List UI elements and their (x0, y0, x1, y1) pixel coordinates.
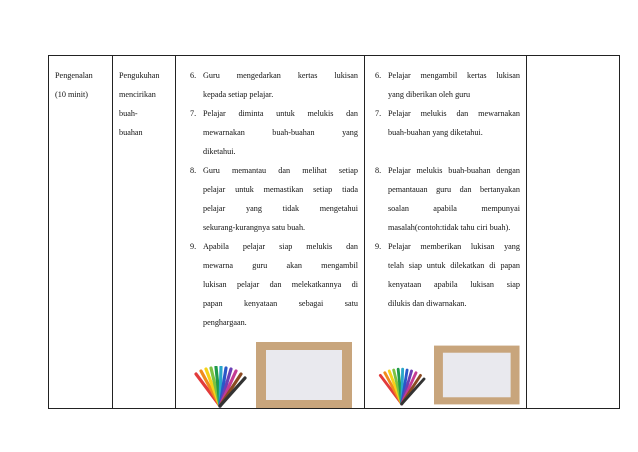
step-line: Guru mengedarkan kertas lukisan (203, 71, 358, 80)
step-number: 6. (190, 71, 197, 80)
step-line: buah-buahan yang diketahui. (388, 128, 483, 137)
step-line: kenyataan apabila lukisan siap (388, 280, 520, 289)
lesson-plan-table (48, 55, 620, 409)
colored-pencils-icon (375, 366, 428, 408)
list-item (375, 237, 520, 313)
step-text (388, 161, 520, 237)
step-line: penghargaan. (203, 318, 247, 327)
skill-line: Pengukuhan (119, 71, 160, 80)
step-number: 8. (190, 166, 197, 175)
step-line: masalah(contoh:tidak tahu ciri buah). (388, 223, 511, 232)
step-number: 7. (190, 109, 197, 118)
step-line: sekurang-kurangnya satu buah. (203, 223, 306, 232)
step-line: yang diberikan oleh guru (388, 90, 471, 99)
step-text (203, 66, 358, 104)
skill-line: mencirikan (119, 90, 156, 99)
step-line: telah siap untuk dilekatkan di papan (388, 261, 520, 270)
step-line: pelajar yang tidak mengetahui (203, 204, 358, 213)
step-line: lukisan pelajar dan melekatkannya di (203, 280, 358, 289)
step-line: mewarnakan buah-buahan yang (203, 128, 358, 137)
step-number: 7. (375, 109, 382, 118)
list-item (375, 66, 520, 104)
step-line: Pelajar melukis dan mewarnakan (388, 109, 520, 118)
step-text (203, 104, 358, 161)
step-line: diketahui. (203, 147, 236, 156)
step-line: Pelajar memberikan lukisan yang (388, 242, 520, 251)
step-line: papan kenyataan sebagai satu (203, 299, 358, 308)
step-line: Guru memantau dan melihat setiap (203, 166, 358, 175)
step-text (203, 161, 358, 237)
student-steps-list (375, 66, 520, 313)
step-line: Pelajar diminta untuk melukis dan (203, 109, 358, 118)
table-row (49, 56, 620, 409)
step-line: Pelajar melukis buah-buahan dengan (388, 166, 520, 175)
list-item (190, 161, 358, 237)
step-text (203, 237, 358, 332)
step-line: dilukis dan diwarnakan. (388, 299, 467, 308)
step-line: mewarna guru akan mengambil (203, 261, 358, 270)
step-line: Pelajar mengambil kertas lukisan (388, 71, 520, 80)
step-number: 6. (375, 71, 382, 80)
list-item (190, 237, 358, 332)
teacher-images (190, 342, 358, 408)
drawing-board-icon (256, 342, 352, 408)
step-text (388, 66, 520, 104)
step-line: soalan apabila mempunyai (388, 204, 520, 213)
drawing-board-icon (434, 342, 520, 408)
skill-line: buah- (119, 109, 138, 118)
notes-cell (527, 56, 620, 409)
phase-cell (49, 56, 113, 409)
student-images (375, 342, 520, 408)
skill-line: buahan (119, 128, 143, 137)
step-line: pemantauan guru dan bertanyakan (388, 185, 520, 194)
step-line: Apabila pelajar siap melukis dan (203, 242, 358, 251)
student-activity-cell (365, 56, 527, 409)
list-item (190, 104, 358, 161)
list-item (375, 161, 520, 237)
teacher-activity-cell (176, 56, 365, 409)
colored-pencils-icon (190, 366, 250, 408)
duration-label: (10 minit) (55, 90, 88, 99)
step-text (388, 104, 520, 142)
teacher-steps-list (190, 66, 358, 332)
step-number: 9. (190, 242, 197, 251)
list-item (375, 104, 520, 142)
step-number: 8. (375, 166, 382, 175)
step-text (388, 237, 520, 313)
phase-label: Pengenalan (55, 71, 93, 80)
step-line: kepada setiap pelajar. (203, 90, 274, 99)
step-line: pelajar untuk memastikan setiap tiada (203, 185, 358, 194)
skill-cell (113, 56, 176, 409)
list-item (190, 66, 358, 104)
step-number: 9. (375, 242, 382, 251)
